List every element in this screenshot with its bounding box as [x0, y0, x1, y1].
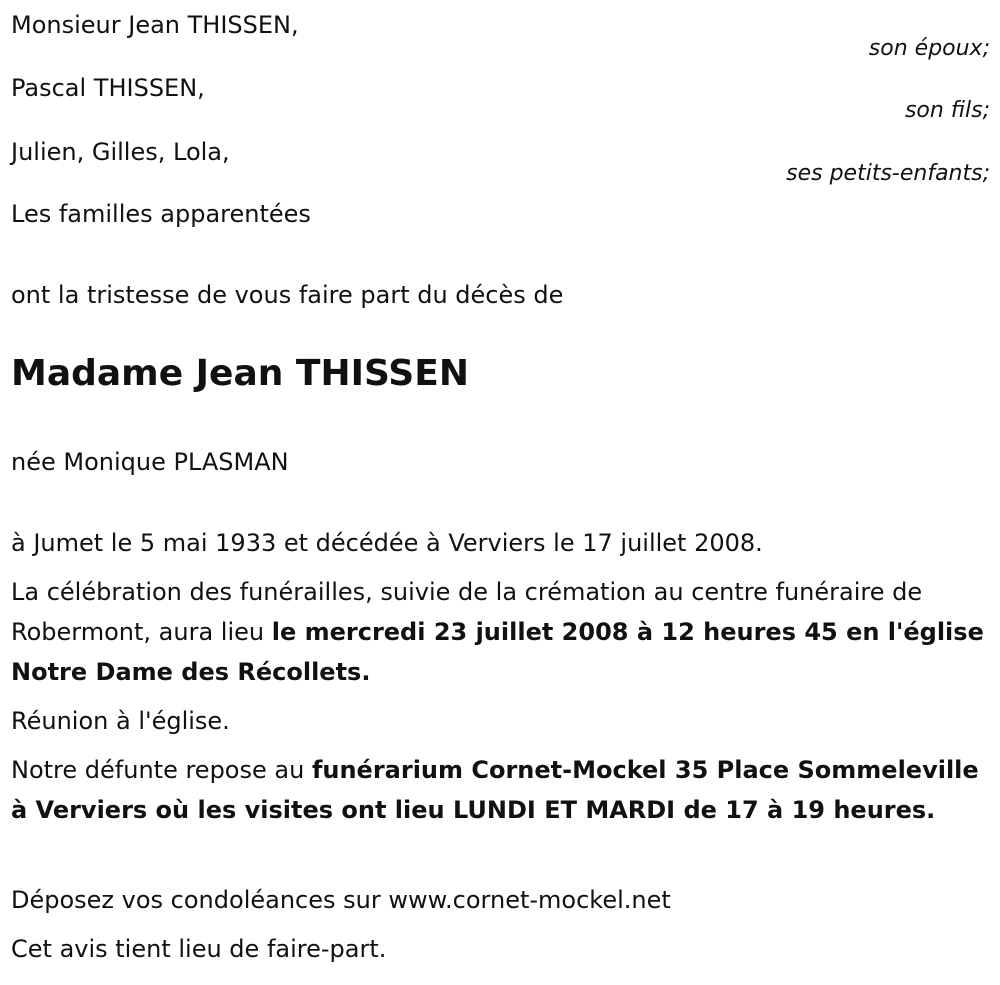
visitation-paragraph	[11, 750, 991, 830]
ceremony-intro: La célébration des funérailles, suivie de la crémation au centre funéraire de Robermont, aura lieu	[11, 578, 923, 646]
family-member-role: ses petits-enfants;	[786, 161, 990, 186]
birth-death-line: à Jumet le 5 mai 1933 et décédée à Verviers le 17 juillet 2008.	[11, 529, 763, 557]
relatives-line: Les familles apparentées	[11, 200, 311, 228]
family-member-role: son époux;	[868, 36, 990, 61]
condolences-line: Déposez vos condoléances sur www.cornet-mockel.net	[11, 886, 671, 914]
family-member-role: son fils;	[904, 98, 990, 123]
ceremony-paragraph	[11, 572, 991, 692]
visitation-intro: Notre défunte repose au	[11, 756, 312, 784]
maiden-name: née Monique PLASMAN	[11, 448, 289, 476]
meeting-line: Réunion à l'église.	[11, 707, 230, 735]
deceased-name: Madame Jean THISSEN	[11, 353, 469, 394]
family-member-name: Monsieur Jean THISSEN,	[11, 11, 299, 39]
family-member-name: Julien, Gilles, Lola,	[11, 138, 230, 166]
announcement-line: ont la tristesse de vous faire part du décès de	[11, 281, 564, 309]
ceremony-details: le mercredi 23 juillet 2008 à 12 heures 45 en l'église Notre Dame des Récollets.	[11, 618, 984, 686]
notice-line: Cet avis tient lieu de faire-part.	[11, 935, 387, 963]
family-member-name: Pascal THISSEN,	[11, 74, 205, 102]
visitation-details: funérarium Cornet-Mockel 35 Place Sommeleville à Verviers où les visites ont lieu LUNDI ET MARDI de 17 à 19 heures.	[11, 756, 979, 824]
